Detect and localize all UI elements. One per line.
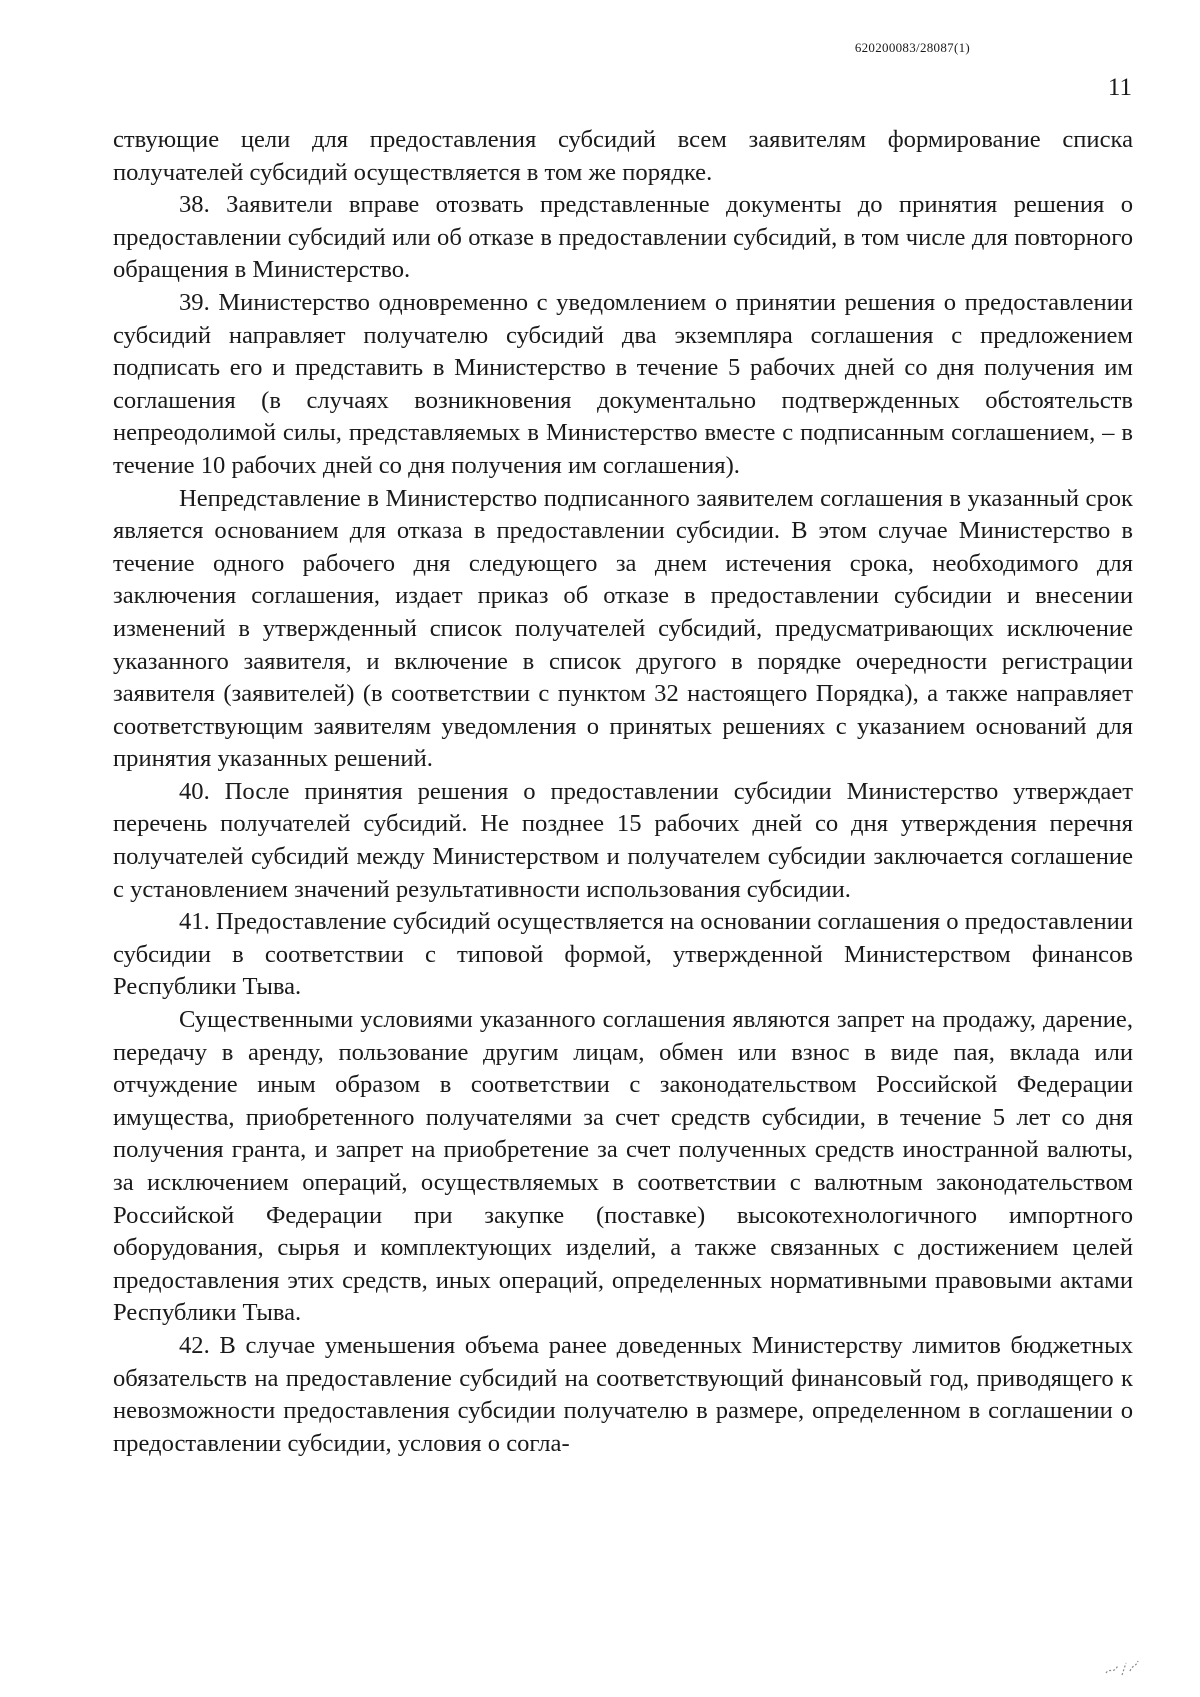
page-number: 11 (1107, 74, 1132, 101)
document-id: 620200083/28087(1) (854, 40, 970, 55)
paragraph-42: 42. В случае уменьшения объема ранее доведенных Министерству лимитов бюджетных обязательств на предоставление субсидий на соответствующий финансовый год, приводящего к невозможности предоставления субсидии получателю в размере, определенном в соглашении о предоставлении субсидии, условия о согла- (113, 1331, 1133, 1457)
document-body (113, 124, 1133, 1460)
paragraph-41-conditions: Существенными условиями указанного соглашения являются запрет на продажу, дарение, передачу в аренду, пользование другим лицам, обмен или взнос в виде пая, вклада или отчуждение иным образом в соответствии с законодательством Российской Федерации имущества, приобретенного получателями за счет средств субсидии, в течение 5 лет со дня получения гранта, и запрет на приобретение за счет полученных средств иностранной валюты, за исключением операций, осуществляемых в соответствии с валютным законодательством Российской Федерации при закупке (поставке) высокотехнологичного импортного оборудования, сырья и комплектующих изделий, а также связанных с достижением целей предоставления этих средств, иных операций, определенных нормативными правовыми актами Республики Тыва. (113, 1006, 1133, 1327)
paragraph-39-refusal: Непредставление в Министерство подписанного заявителем соглашения в указанный срок является основанием для отказа в предоставлении субсидии. В этом случае Министерство в течение одного рабочего дня следующего за днем истечения срока, необходимого для заключения соглашения, издает приказ об отказе в предоставлении субсидии и внесении изменений в утвержденный список получателей субсидий, предусматривающих исключение указанного заявителя, и включение в список другого в порядке очередности регистрации заявителя (заявителей) (в соответствии с пунктом 32 настоящего Порядка), а также направляет соответствующим заявителям уведомления о принятых решениях с указанием оснований для принятия указанных решений. (113, 484, 1133, 773)
paragraph-41: 41. Предоставление субсидий осуществляется на основании соглашения о предоставлении субсидии в соответствии с типовой формой, утвержденной Министерством финансов Республики Тыва. (113, 908, 1133, 1001)
paragraph-39: 39. Министерство одновременно с уведомлением о принятии решения о предоставлении субсидий направляет получателю субсидий два экземпляра соглашения с предложением подписать его и представить в Министерство в течение 5 рабочих дней со дня получения им соглашения (в случаях возникновения документально подтвержденных обстоятельств непреодолимой силы, представляемых в Министерство вместе с подписанным соглашением, – в течение 10 рабочих дней со дня получения им соглашения). (113, 288, 1133, 479)
paragraph-38: 38. Заявители вправе отозвать представленные документы до принятия решения о предоставлении субсидий или об отказе в предоставлении субсидий, в том числе для повторного обращения в Министерство. (113, 191, 1133, 284)
handwritten-mark-icon (1102, 1657, 1142, 1679)
paragraph-continuation: ствующие цели для предоставления субсидий всем заявителям формирование списка получателей субсидий осуществляется в том же порядке. (113, 126, 1133, 186)
paragraph-40: 40. После принятия решения о предоставлении субсидии Министерство утверждает перечень получателей субсидий. Не позднее 15 рабочих дней со дня утверждения перечня получателей субсидий между Министерством и получателем субсидии заключается соглашение с установлением значений результативности использования субсидии. (113, 777, 1133, 903)
